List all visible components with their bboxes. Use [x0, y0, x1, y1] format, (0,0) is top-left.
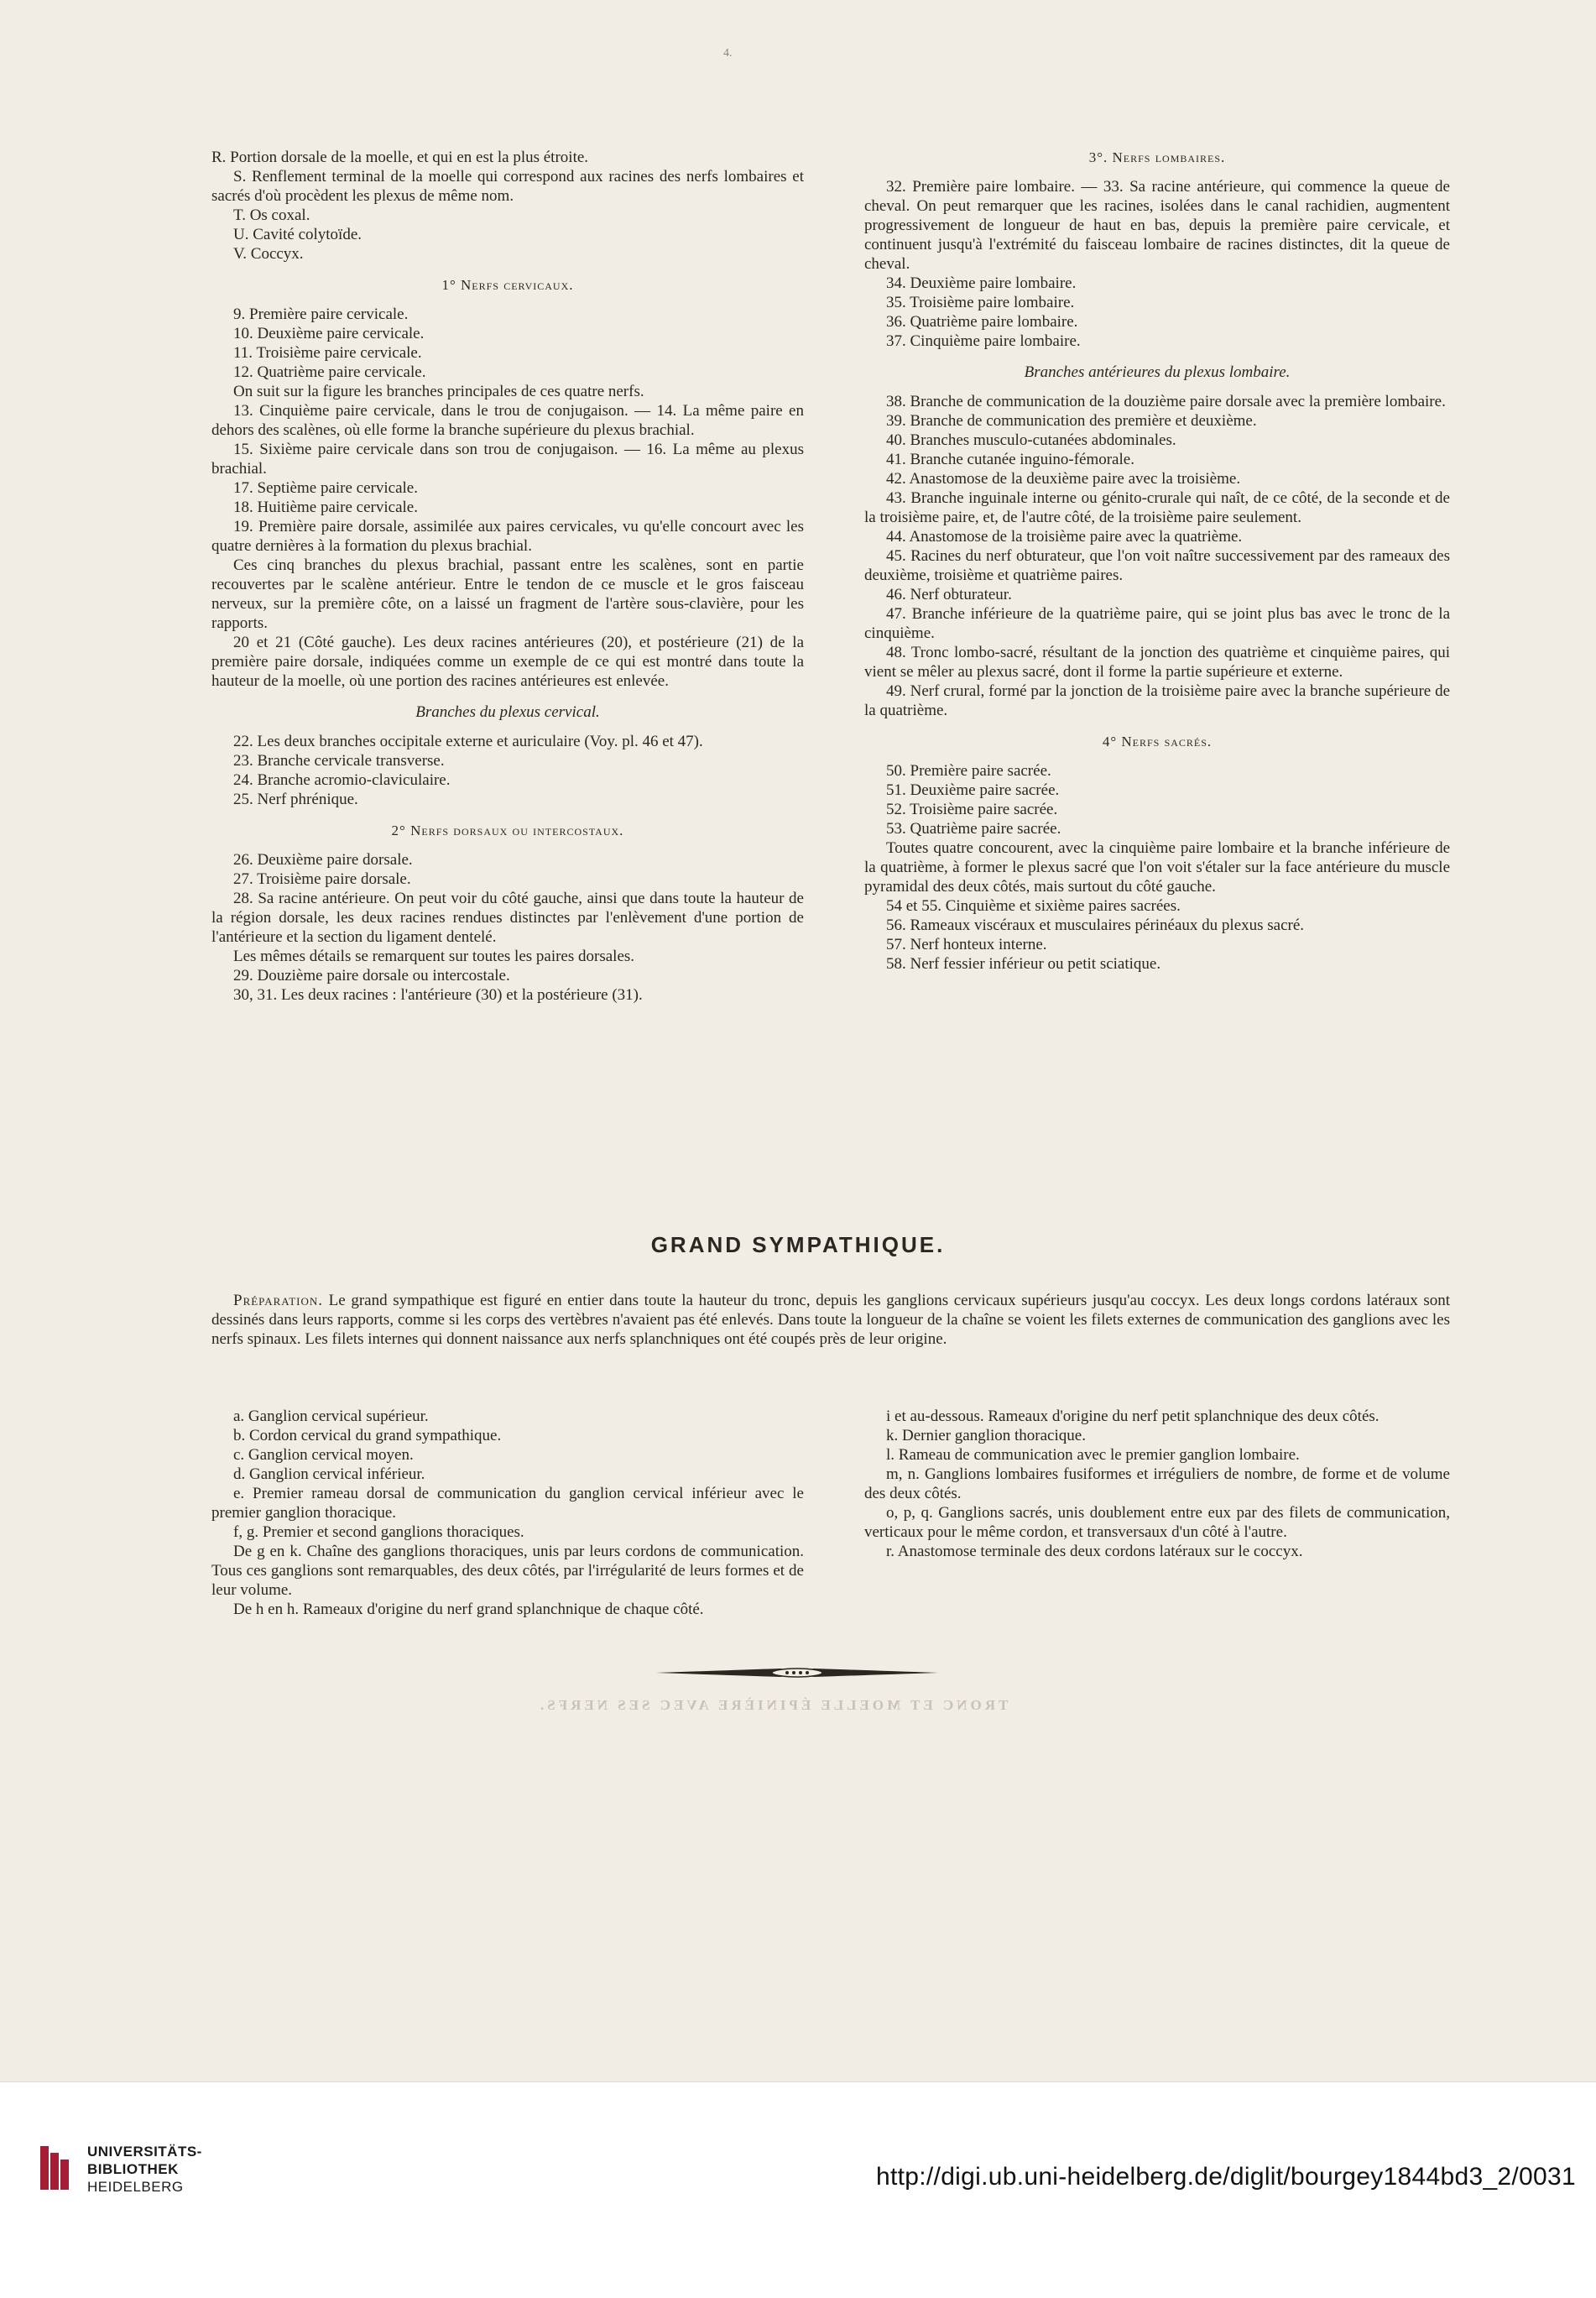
legend-entry: 37. Cinquième paire lombaire.	[886, 332, 1081, 350]
legend-entry: 20 et 21 (Côté gauche). Les deux racines antérieures (20), et postérieure (21) de la première paire dorsale, indiquées comme un exemple de ce qui est montré dans toute la hauteur de la moelle, où une portion des racines antérieures est enlevée.	[211, 634, 804, 690]
legend-entry: a. Ganglion cervical supérieur.	[233, 1408, 429, 1425]
legend-entry: 58. Nerf fessier inférieur ou petit sciatique.	[886, 955, 1161, 973]
left-column	[211, 148, 804, 1005]
legend-entry: 38. Branche de communication de la douzième paire dorsale avec la première lombaire.	[886, 393, 1446, 410]
logo-line-3: HEIDELBERG	[87, 2179, 184, 2195]
legend-entry: 36. Quatrième paire lombaire.	[886, 313, 1078, 331]
legend-entry: m, n. Ganglions lombaires fusiformes et irréguliers de nombre, de forme et de volume des deux côtés.	[864, 1465, 1450, 1502]
legend-entry: r. Anastomose terminale des deux cordons latéraux sur le coccyx.	[886, 1543, 1303, 1560]
legend-entry: 39. Branche de communication des première et deuxième.	[886, 412, 1257, 430]
legend-entry: 46. Nerf obturateur.	[886, 586, 1012, 603]
legend-entry: 29. Douzième paire dorsale ou intercostale.	[233, 967, 510, 984]
legend-entry: 43. Branche inguinale interne ou génito-crurale qui naît, de ce côté, de la seconde et de la troisième paire, et, de l'autre côté, de la troisième paire seulement.	[864, 489, 1450, 526]
legend-entry: 28. Sa racine antérieure. On peut voir du côté gauche, ainsi que dans toute la hauteur de la région dorsale, les deux racines rendues distinctes par l'enlèvement d'une portion de l'antérieure et la section du ligament dentelé.	[211, 890, 804, 946]
legend-entry: 23. Branche cervicale transverse.	[233, 752, 445, 770]
legend-entry: 44. Anastomose de la troisième paire avec la quatrième.	[886, 528, 1243, 546]
legend-entry: 45. Racines du nerf obturateur, que l'on voit naître successivement par des rameaux des deuxième, troisième et quatrième paires.	[864, 547, 1450, 584]
legend-entry: 11. Troisième paire cervicale.	[233, 344, 422, 362]
grand-sympathique-left-column	[211, 1407, 804, 1619]
legend-entry: e. Premier rameau dorsal de communication du ganglion cervical inférieur avec le premier ganglion thoracique.	[211, 1485, 804, 1522]
subsection-heading: Branches du plexus cervical.	[415, 703, 600, 721]
logo-line-1: UNIVERSITÄTS-	[87, 2144, 202, 2160]
legend-entry: k. Dernier ganglion thoracique.	[886, 1427, 1086, 1444]
section-heading: 2° Nerfs dorsaux ou intercostaux.	[391, 823, 624, 838]
legend-entry: 19. Première paire dorsale, assimilée aux paires cervicales, vu qu'elle concourt avec les quatre dernières à la formation du plexus brachial.	[211, 518, 804, 555]
logo-line-2: BIBLIOTHEK	[87, 2161, 179, 2177]
legend-entry: 48. Tronc lombo-sacré, résultant de la jonction des quatrième et cinquième paires, qui vient se mêler au plexus sacré, dont il forme la partie supérieure et externe.	[864, 644, 1450, 681]
legend-entry: 18. Huitième paire cervicale.	[233, 499, 418, 516]
library-footer	[0, 2081, 1596, 2298]
legend-entry: 57. Nerf honteux interne.	[886, 936, 1047, 953]
legend-entry: 53. Quatrième paire sacrée.	[886, 820, 1061, 838]
legend-entry: De g en k. Chaîne des ganglions thoraciques, unis par leurs cordons de communication. Tous ces ganglions sont remarquables, des deux côtés, par l'irrégularité de leurs formes et de leur volume.	[211, 1543, 804, 1599]
legend-entry: S. Renflement terminal de la moelle qui correspond aux racines des nerfs lombaires et sacrés d'où procèdent les plexus de même nom.	[211, 168, 804, 205]
legend-entry: 35. Troisième paire lombaire.	[886, 294, 1075, 311]
bleed-through-heading: TRONC ET MOELLE ÉPINIÈRE AVEC SES NERFS.	[537, 1697, 1009, 1713]
library-logo-text	[87, 2143, 202, 2196]
legend-entry: 40. Branches musculo-cutanées abdominales.	[886, 431, 1176, 449]
preparation-label: Préparation.	[233, 1292, 324, 1309]
preparation-text: Le grand sympathique est figuré en entier dans toute la hauteur du tronc, depuis les ganglions cervicaux supérieurs jusqu'au coccyx. Les deux longs cordons latéraux sont dessinés dans leurs rapports, comme si les corps des vertèbres n'avaient pas été enlevés. Dans toute la longueur de la chaîne se voient les filets externes de communication des ganglions avec les nerfs spinaux. Les filets internes qui donnent naissance aux nerfs splanchniques ont été coupés près de leur origine.	[211, 1292, 1450, 1348]
legend-entry: V. Coccyx.	[233, 245, 304, 263]
legend-entry: 17. Septième paire cervicale.	[233, 479, 418, 497]
legend-entry: i et au-dessous. Rameaux d'origine du nerf petit splanchnique des deux côtés.	[886, 1408, 1380, 1425]
section-title-grand-sympathique: GRAND SYMPATHIQUE.	[650, 1232, 946, 1257]
legend-entry: T. Os coxal.	[233, 206, 310, 224]
section-heading: 4° Nerfs sacrés.	[1102, 734, 1213, 749]
legend-entry: 32. Première paire lombaire. — 33. Sa racine antérieure, qui commence la queue de cheval. On peut remarquer que les racines, isolées dans le canal rachidien, augmentent progressivement de longueur de haut en bas, depuis la première paire cervicale, et continuent jusqu'à l'extrémité du faisceau lombaire de racines distinctes, dit la queue de cheval.	[864, 178, 1450, 273]
legend-entry: Ces cinq branches du plexus brachial, passant entre les scalènes, sont en partie recouvertes par le scalène antérieur. Entre le tendon de ce muscle et le gros faisceau nerveux, sur la première côte, on a laissé un fragment de l'artère sous-clavière, pour les rapports.	[211, 556, 804, 632]
legend-entry: 51. Deuxième paire sacrée.	[886, 781, 1060, 799]
legend-entry: l. Rameau de communication avec le premier ganglion lombaire.	[886, 1446, 1300, 1464]
legend-entry: 27. Troisième paire dorsale.	[233, 870, 411, 888]
legend-entry: De h en h. Rameaux d'origine du nerf grand splanchnique de chaque côté.	[233, 1601, 704, 1618]
legend-entry: 34. Deuxième paire lombaire.	[886, 274, 1077, 292]
right-column	[864, 148, 1450, 974]
legend-entry: 52. Troisième paire sacrée.	[886, 801, 1058, 818]
decorative-rule-ornament	[655, 1660, 940, 1685]
university-library-logo-icon	[40, 2146, 69, 2190]
legend-entry: Toutes quatre concourent, avec la cinquième paire lombaire et la branche inférieure de la quatrième, à former le plexus sacré que l'on voit s'étaler sur la face antérieure du muscle pyramidal des deux côtés, mais surtout du côté gauche.	[864, 839, 1450, 896]
legend-entry: 10. Deuxième paire cervicale.	[233, 325, 425, 342]
section-heading: 3°. Nerfs lombaires.	[1088, 149, 1226, 165]
legend-entry: U. Cavité colytoïde.	[233, 226, 362, 243]
subsection-heading: Branches antérieures du plexus lombaire.	[1024, 363, 1291, 381]
legend-entry: c. Ganglion cervical moyen.	[233, 1446, 414, 1464]
legend-entry: o, p, q. Ganglions sacrés, unis doublement entre eux par des filets de communication, verticaux pour le même cordon, et transversaux d'un côté à l'autre.	[864, 1504, 1450, 1541]
legend-entry: 42. Anastomose de la deuxième paire avec la troisième.	[886, 470, 1241, 488]
legend-entry: 13. Cinquième paire cervicale, dans le trou de conjugaison. — 14. La même paire en dehors des scalènes, où elle forme la branche supérieure du plexus brachial.	[211, 402, 804, 439]
legend-entry: 12. Quatrième paire cervicale.	[233, 363, 426, 381]
legend-entry: On suit sur la figure les branches principales de ces quatre nerfs.	[233, 383, 644, 400]
page-mark: 4.	[723, 47, 733, 60]
legend-entry: 30, 31. Les deux racines : l'antérieure (30) et la postérieure (31).	[233, 986, 643, 1004]
legend-entry: Les mêmes détails se remarquent sur toutes les paires dorsales.	[233, 948, 635, 965]
permalink-url[interactable]: http://digi.ub.uni-heidelberg.de/diglit/bourgey1844bd3_2/0031	[876, 2163, 1576, 2191]
legend-entry: 56. Rameaux viscéraux et musculaires périnéaux du plexus sacré.	[886, 917, 1305, 934]
legend-entry: 24. Branche acromio-claviculaire.	[233, 771, 451, 789]
preparation-paragraph	[211, 1291, 1450, 1349]
legend-entry: 15. Sixième paire cervicale dans son trou de conjugaison. — 16. La même au plexus brachial.	[211, 441, 804, 478]
legend-entry: 41. Branche cutanée inguino-fémorale.	[886, 451, 1134, 468]
legend-entry: 54 et 55. Cinquième et sixième paires sacrées.	[886, 897, 1181, 915]
legend-entry: d. Ganglion cervical inférieur.	[233, 1465, 425, 1483]
legend-entry: b. Cordon cervical du grand sympathique.	[233, 1427, 502, 1444]
legend-entry: 50. Première paire sacrée.	[886, 762, 1051, 780]
legend-entry: f, g. Premier et second ganglions thoraciques.	[233, 1523, 524, 1541]
legend-entry: 49. Nerf crural, formé par la jonction de la troisième paire avec la branche supérieure de la quatrième.	[864, 682, 1450, 719]
legend-entry: 25. Nerf phrénique.	[233, 791, 358, 808]
legend-entry: 9. Première paire cervicale.	[233, 306, 409, 323]
legend-entry: 22. Les deux branches occipitale externe et auriculaire (Voy. pl. 46 et 47).	[233, 733, 703, 750]
legend-entry: R. Portion dorsale de la moelle, et qui en est la plus étroite.	[211, 149, 589, 166]
section-heading: 1° Nerfs cervicaux.	[441, 277, 574, 293]
legend-entry: 47. Branche inférieure de la quatrième paire, qui se joint plus bas avec le tronc de la cinquième.	[864, 605, 1450, 642]
legend-entry: 26. Deuxième paire dorsale.	[233, 851, 413, 869]
grand-sympathique-right-column	[864, 1407, 1450, 1561]
